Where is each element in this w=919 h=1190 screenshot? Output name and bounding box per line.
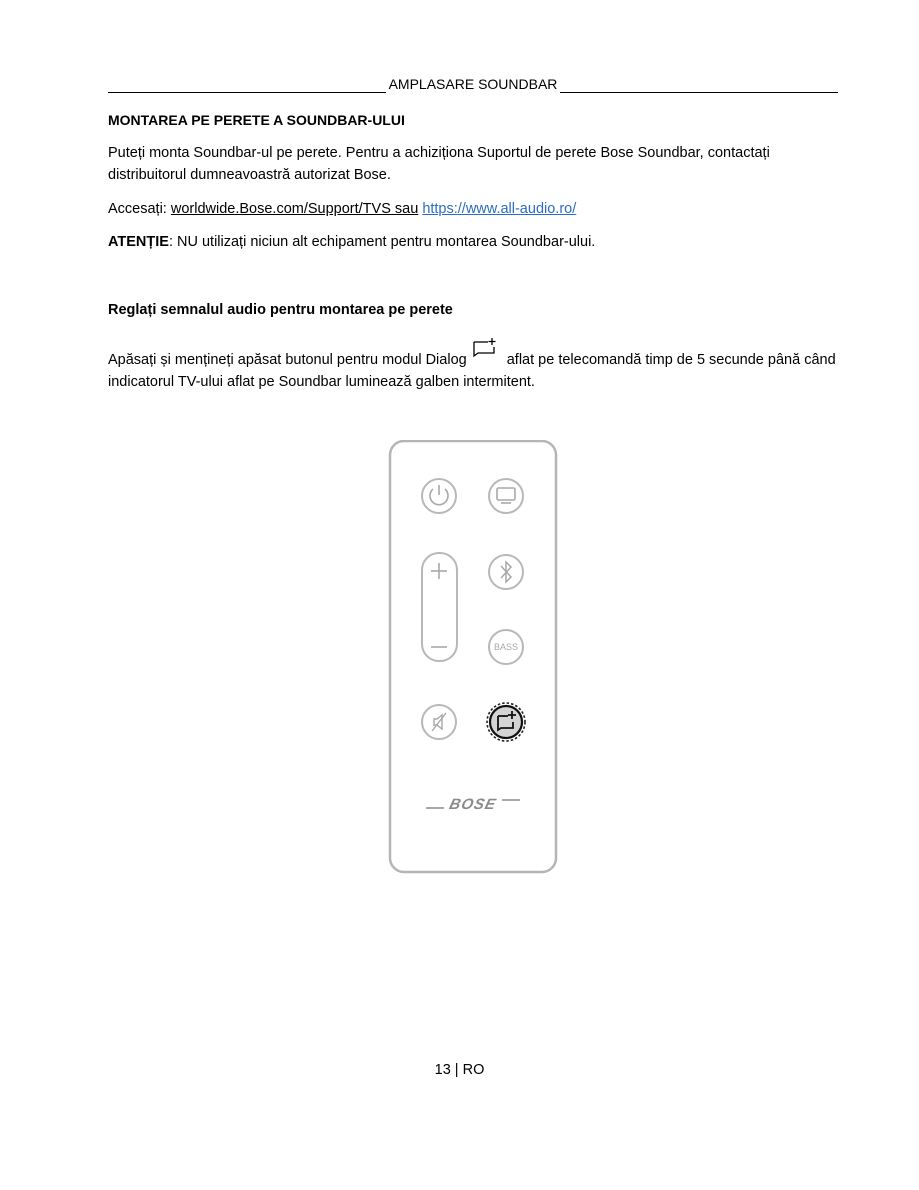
page-footer: 13 | RO xyxy=(434,1062,485,1078)
warning-text: : NU utilizați niciun alt echipament pentru montarea Soundbar-ului. xyxy=(168,234,596,250)
tv-button-icon xyxy=(489,479,523,513)
warning-line xyxy=(108,231,838,253)
warning-label: ATENȚIE xyxy=(108,234,169,250)
page-header xyxy=(108,75,838,93)
volume-rocker xyxy=(422,553,457,661)
section-heading-wall-mount: MONTAREA PE PERETE A SOUNDBAR-ULUI xyxy=(108,112,405,128)
support-link[interactable]: worldwide.Bose.com/Support/TVS sau xyxy=(170,201,419,217)
bluetooth-button-icon xyxy=(489,555,523,589)
bass-label: BASS xyxy=(493,642,519,652)
all-audio-link[interactable]: https://www.all-audio.ro/ xyxy=(422,201,577,217)
header-rule-right xyxy=(560,76,838,93)
dialog-mode-paragraph xyxy=(108,344,838,393)
dialog-mode-icon xyxy=(471,336,499,360)
header-title: AMPLASARE SOUNDBAR xyxy=(388,76,558,92)
access-label: Accesați: xyxy=(108,201,171,217)
wall-mount-paragraph: Puteți monta Soundbar-ul pe perete. Pentru a achiziționa Suportul de perete Bose Soundbar, contactați distribuitorul dumneavoastră autorizat Bose. xyxy=(108,145,770,183)
dialog-text-before: Apăsați și mențineți apăsat butonul pentru modul Dialog xyxy=(108,352,467,368)
section-heading-audio-adjust: Reglați semnalul audio pentru montarea pe perete xyxy=(108,302,453,318)
header-rule-left xyxy=(108,76,386,93)
bass-button xyxy=(489,630,523,664)
mute-button-icon xyxy=(422,705,456,739)
remote-control-illustration xyxy=(388,440,558,874)
bose-logo-text: BOSE xyxy=(447,796,499,813)
access-line xyxy=(108,198,838,220)
dialog-text-after: aflat pe telecomandă timp de 5 secunde până când indicatorul TV-ului aflat pe Soundbar luminează galben intermitent. xyxy=(108,352,836,390)
power-button-icon xyxy=(422,479,456,513)
